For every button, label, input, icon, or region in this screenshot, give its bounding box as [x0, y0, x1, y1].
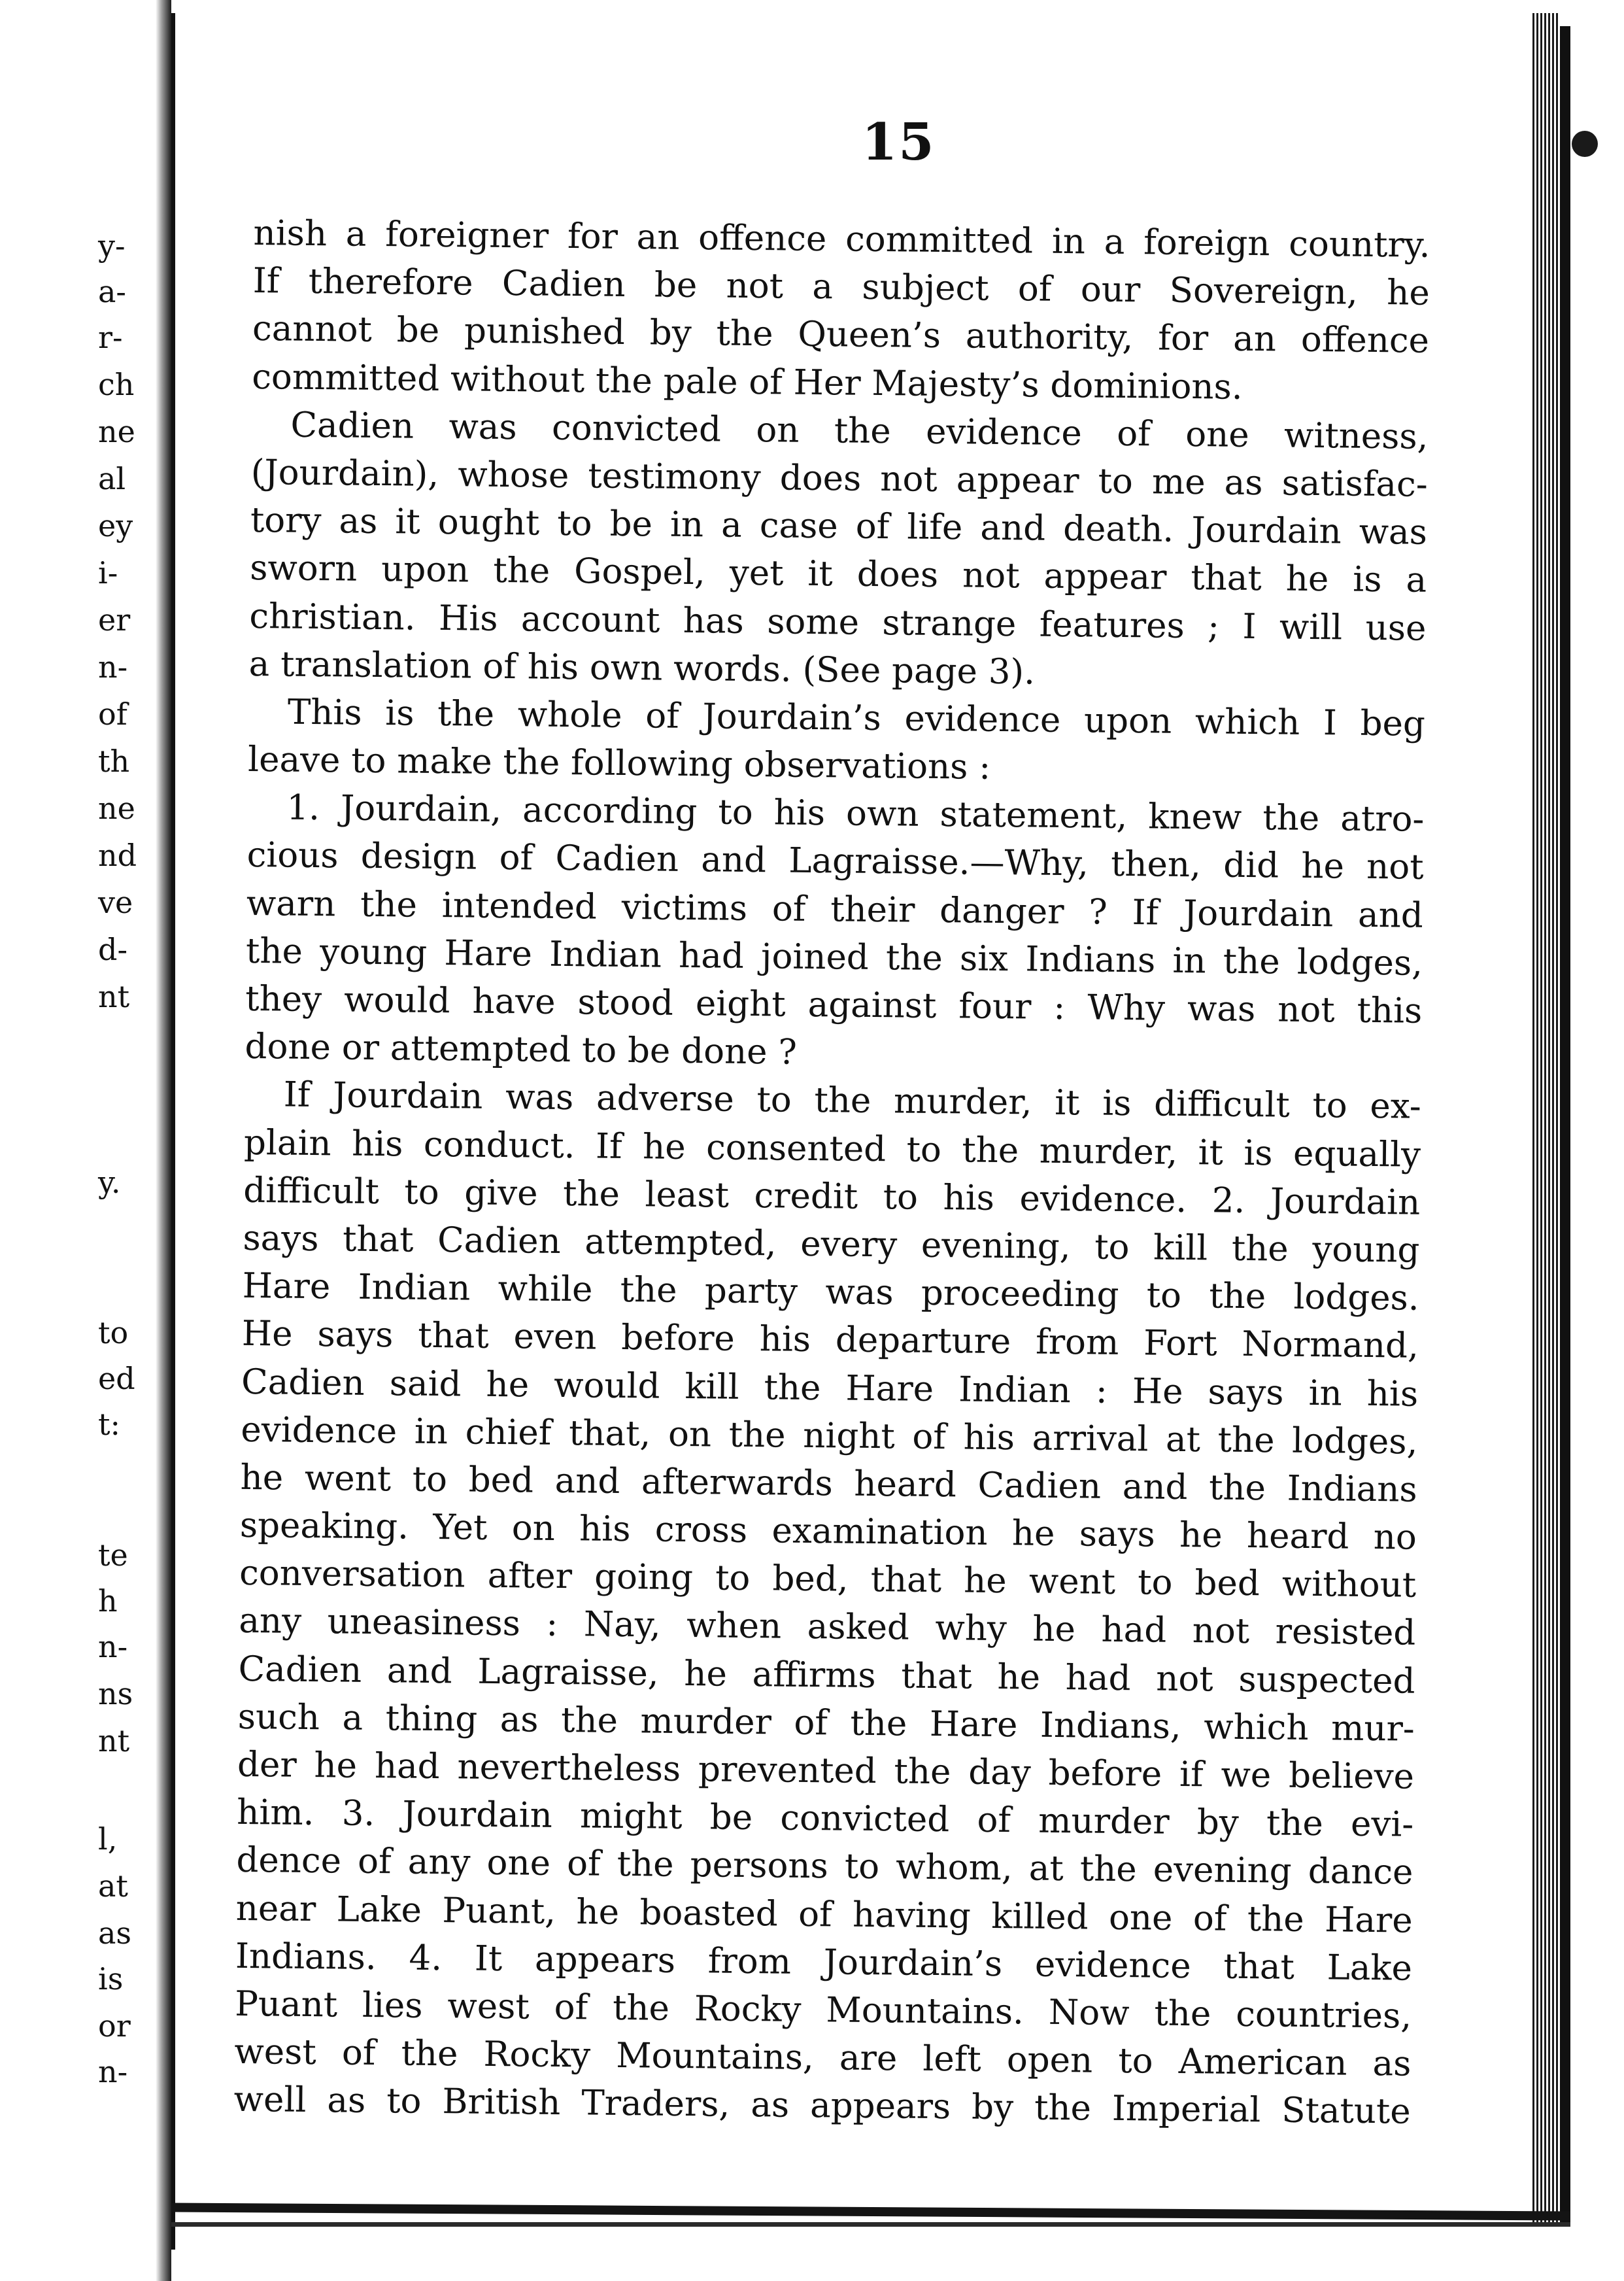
page-gutter: [171, 13, 175, 2250]
text-line: well as to British Traders, as appears by the Imperial Statute: [233, 2080, 1411, 2133]
facing-page-fragment: ed: [98, 1361, 135, 1396]
facing-page-fragment: a-: [98, 274, 126, 309]
facing-page-fragment: ns: [98, 1676, 133, 1711]
facing-page-margin: [98, 0, 157, 2281]
text-line: plain his conduct. If he consented to the murder, it is equally: [243, 1122, 1421, 1175]
facing-page-fragment: ne: [98, 414, 135, 449]
text-line: Puant lies west of the Rocky Mountains. Now the countries,: [234, 1983, 1412, 2036]
text-line: any uneasiness : Nay, when asked why he had not resisted: [239, 1601, 1416, 1654]
page-number: 15: [862, 112, 936, 172]
facing-page-fragment: ne: [98, 791, 135, 826]
facing-page-fragment: or: [98, 2008, 131, 2044]
facing-page-fragment: ey: [98, 508, 133, 543]
text-line: done or attempted to be done ?: [245, 1027, 798, 1072]
text-line: If Jourdain was adverse to the murder, it is difficult to ex-: [283, 1074, 1422, 1127]
text-line: der he had nevertheless prevented the day before if we believe: [237, 1744, 1415, 1797]
text-line: sworn upon the Gospel, yet it does not appear that he is a: [249, 548, 1427, 601]
text-line: difficult to give the least credit to his evidence. 2. Jourdain: [243, 1170, 1421, 1223]
body-text: [233, 209, 1430, 2136]
facing-page-fragment: nt: [98, 979, 130, 1014]
text-line: Indians. 4. It appears from Jourdain’s evidence that Lake: [235, 1936, 1413, 1989]
facing-page-fragment: i-: [98, 555, 118, 591]
text-line: 1. Jourdain, according to his own statement, knew the atro-: [286, 787, 1425, 840]
facing-page-fragment: y.: [98, 1165, 121, 1200]
facing-page-fragment: al: [98, 461, 126, 496]
text-line: tory as it ought to be in a case of life and death. Jourdain was: [250, 500, 1428, 553]
text-line: Cadien was convicted on the evidence of one witness,: [290, 405, 1429, 457]
facing-page-fragment: d-: [98, 932, 127, 967]
text-line: says that Cadien attempted, every evening, to kill the young: [243, 1218, 1420, 1271]
text-line: committed without the pale of Her Majesty’s dominions.: [251, 356, 1243, 407]
text-line: such a thing as the murder of the Hare Indians, which mur-: [237, 1696, 1415, 1749]
text-line: conversation after going to bed, that he went to bed without: [239, 1553, 1417, 1605]
text-line: leave to make the following observations :: [247, 740, 991, 787]
page-bottom-edge: [171, 2203, 1570, 2220]
text-line: dence of any one of the persons to whom, at the evening dance: [236, 1840, 1413, 1893]
facing-page-fragment: r-: [98, 320, 123, 355]
text-line: he went to bed and afterwards heard Cadien and the Indians: [240, 1457, 1417, 1510]
facing-page-fragment: l,: [98, 1821, 118, 1857]
text-line: Cadien said he would kill the Hare Indian : He says in his: [241, 1362, 1419, 1415]
text-line: speaking. Yet on his cross examination he says he heard no: [239, 1505, 1417, 1558]
text-line: west of the Rocky Mountains, are left open to American as: [234, 2031, 1412, 2084]
facing-page-fragment: th: [98, 744, 130, 779]
text-line: him. 3. Jourdain might be convicted of murder by the evi-: [237, 1792, 1414, 1845]
text-line: nish a foreigner for an offence committed in a foreign country.: [253, 213, 1430, 266]
book-edge: [1560, 26, 1570, 2223]
facing-page-fragment: nd: [98, 838, 137, 873]
facing-page-fragment: te: [98, 1537, 128, 1573]
text-line: the young Hare Indian had joined the six Indians in the lodges,: [245, 931, 1423, 984]
ink-blot: [1572, 131, 1598, 157]
text-line: He says that even before his departure from Fort Normand,: [241, 1314, 1419, 1367]
facing-page-fragment: y-: [98, 228, 126, 264]
facing-page-fragment: n-: [98, 649, 128, 685]
page-gutter-shadow: [156, 0, 171, 2281]
text-line: they would have stood eight against four : Why was not this: [245, 978, 1423, 1031]
facing-page-fragment: of: [98, 696, 127, 732]
text-line: warn the intended victims of their danger ? If Jourdain and: [246, 883, 1424, 936]
facing-page-fragment: nt: [98, 1723, 130, 1758]
facing-page-fragment: is: [98, 1961, 124, 1997]
facing-page-fragment: ve: [98, 885, 133, 920]
text-line: (Jourdain), whose testimony does not appear to me as satisfac-: [250, 452, 1429, 505]
facing-page-fragment: n-: [98, 1629, 128, 1664]
facing-page-fragment: h: [98, 1583, 118, 1619]
facing-page-fragment: to: [98, 1315, 129, 1350]
facing-page-fragment: n-: [98, 2054, 128, 2089]
facing-page-fragment: ch: [98, 367, 135, 402]
page-bottom-edge-shadow: [171, 2222, 1570, 2227]
facing-page-fragment: er: [98, 602, 131, 638]
text-line: If therefore Cadien be not a subject of our Sovereign, he: [252, 261, 1430, 314]
text-line: evidence in chief that, on the night of his arrival at the lodges,: [241, 1409, 1418, 1462]
text-line: cannot be punished by the Queen’s authority, for an offence: [252, 309, 1430, 362]
text-line: Hare Indian while the party was proceeding to the lodges.: [242, 1266, 1419, 1318]
facing-page-fragment: as: [98, 1915, 132, 1951]
page-stack-edge: [1532, 13, 1560, 2227]
facing-page-fragment: t:: [98, 1407, 120, 1442]
text-line: Cadien and Lagraisse, he affirms that he had not suspected: [238, 1649, 1415, 1702]
text-line: cious design of Cadien and Lagraisse.—Why, then, did he not: [246, 835, 1424, 888]
facing-page-fragment: at: [98, 1868, 128, 1904]
text-line: This is the whole of Jourdain’s evidence upon which I beg: [287, 692, 1426, 744]
text-line: a translation of his own words. (See page 3).: [248, 643, 1036, 693]
text-line: christian. His account has some strange features ; I will use: [249, 596, 1427, 649]
text-line: near Lake Puant, he boasted of having killed one of the Hare: [235, 1888, 1413, 1941]
